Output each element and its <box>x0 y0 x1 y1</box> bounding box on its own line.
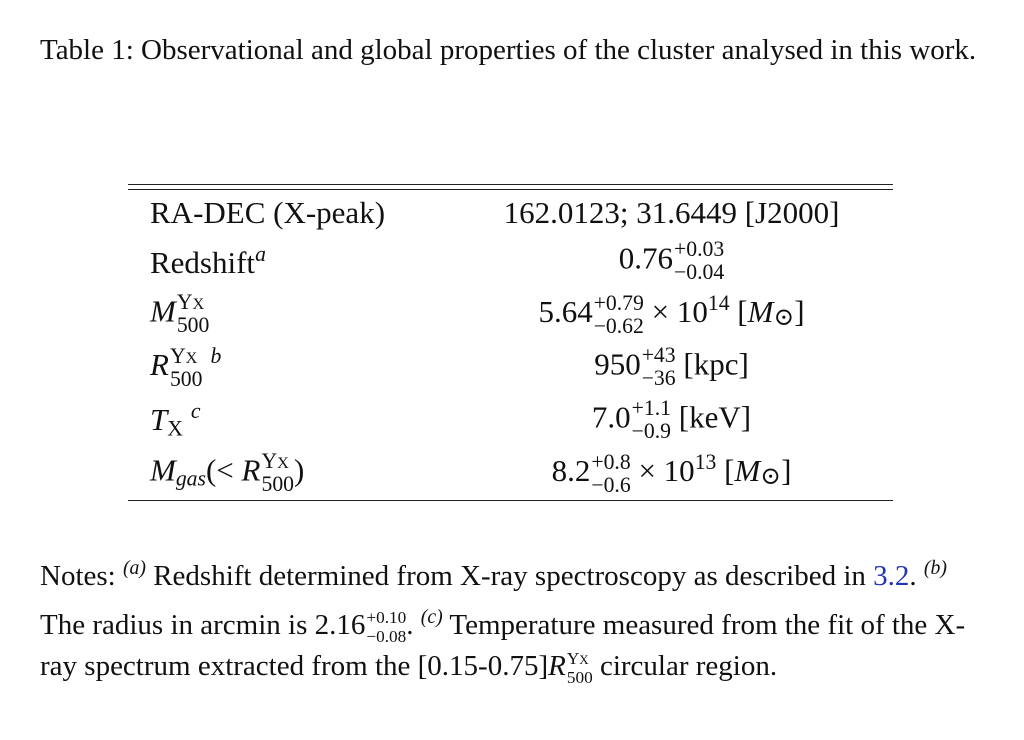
row-label: $TX^c$ <box>150 399 201 441</box>
table-row-temperature <box>128 394 893 447</box>
footnote-mark-a: (a) <box>122 557 146 579</box>
table-bottom-rule <box>128 500 893 501</box>
table-row-redshift <box>128 235 893 288</box>
sun-symbol: ⊙ <box>773 304 795 332</box>
properties-table <box>128 184 893 501</box>
table-row-ra-dec <box>128 190 893 235</box>
footnote-mark: a <box>255 242 266 267</box>
sun-symbol: ⊙ <box>760 463 782 491</box>
caption-text: Observational and global properties of the cluster analysed in this work. <box>141 34 977 66</box>
row-value: 8.2 +0.8 −0.6 × $10^{13}$ [M⊙] <box>551 450 792 497</box>
row-label: Redshift$^a$ <box>150 242 266 280</box>
footnote-mark-b: (b) <box>923 557 947 579</box>
row-value: 0.76 +0.03 −0.04 <box>618 237 725 284</box>
caption-label: Table 1: <box>40 34 134 66</box>
error-bars: +1.1 −0.9 <box>631 396 672 443</box>
error-bars: +43 −36 <box>641 343 676 390</box>
error-bars: +0.8 −0.6 <box>591 450 631 497</box>
table-row-mass <box>128 288 893 341</box>
row-label: M YX 500 <box>150 290 210 337</box>
table-row-gas-mass <box>128 447 893 500</box>
row-label: RA-DEC (X-peak) <box>150 194 386 230</box>
row-value: 7.0 +1.1 −0.9 [keV] <box>591 396 752 443</box>
table-notes: Notes: $^{(a)}$ Redshift determined from X-ray spectroscopy as described in 3.2. $^{(b)}$ The radius in arcmin is 2.16 +0.10 −0.08 . $^{(c)}$ Temperature measured from the fit of the X-ray spectrum extracted from the [0.15-0.75]R YX 500 circular region. <box>40 557 966 687</box>
row-value: 162.0123; 31.6449 [J2000] <box>503 194 840 230</box>
row-value: 5.64 +0.79 −0.62 × $10^{14}$ [M⊙] <box>538 291 805 338</box>
row-label: Mgas(< R YX 500 ) <box>150 449 305 496</box>
properties-table-body <box>128 190 893 500</box>
error-bars: +0.79 −0.62 <box>593 291 644 338</box>
footnote-mark: b <box>210 344 222 369</box>
footnote-mark-c: (c) <box>420 605 443 628</box>
table-caption <box>40 30 990 71</box>
table-row-radius <box>128 341 893 394</box>
row-value: 950 +43 −36 [kpc] <box>594 343 749 390</box>
row-label: R YX 500 $^b$ <box>150 344 222 391</box>
error-bars: +0.03 −0.04 <box>674 237 725 284</box>
footnote-mark: c <box>190 399 201 424</box>
section-ref-link[interactable]: 3.2 <box>873 559 910 592</box>
